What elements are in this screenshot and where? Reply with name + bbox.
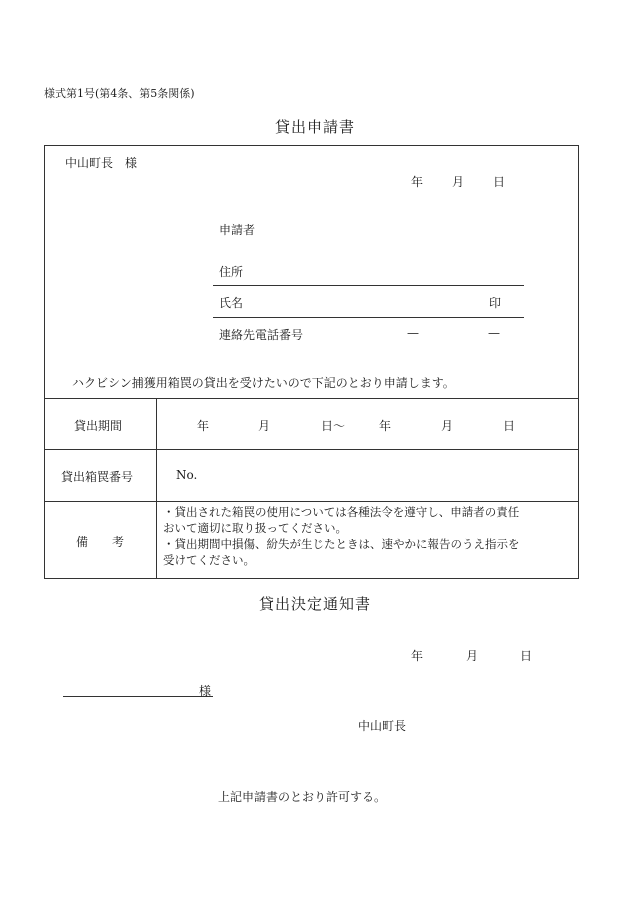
remarks-line: 受けてください。: [163, 553, 255, 567]
period-day-2: 日: [503, 419, 516, 433]
remarks-line: ・貸出された箱罠の使用については各種法令を遵守し、申請者の責任: [163, 505, 520, 519]
remarks-notes: [163, 504, 575, 568]
request-text: ハクビシン捕獲用箱罠の貸出を受けたいので下記のとおり申請します。: [72, 376, 455, 390]
date-day: 日: [493, 175, 506, 189]
table-top-border: [45, 398, 578, 399]
decision-date-year: 年: [411, 649, 424, 663]
approval-text: 上記申請書のとおり許可する。: [218, 790, 387, 804]
decision-date-month: 月: [466, 649, 479, 663]
date-year: 年: [411, 175, 424, 189]
remarks-line: ・貸出期間中損傷、紛失が生じたときは、速やかに報告のうえ指示を: [163, 537, 520, 551]
trap-number-label: 貸出箱罠番号: [61, 470, 134, 484]
period-year-1: 年: [197, 419, 210, 433]
period-month-2: 月: [441, 419, 454, 433]
addressee: 中山町長 様: [65, 156, 138, 170]
applicant-label: 申請者: [219, 223, 256, 237]
name-label: 氏名: [219, 296, 244, 310]
trap-number-value: No.: [176, 468, 198, 482]
label-column-divider: [156, 398, 157, 579]
phone-label: 連絡先電話番号: [219, 328, 304, 342]
application-form-box: [44, 145, 579, 579]
decision-addressee-line: [63, 696, 213, 697]
form-number: 様式第1号(第4条、第5条関係): [44, 87, 195, 100]
phone-dash-1: —: [407, 326, 419, 340]
remarks-line: おいて適切に取り扱ってください。: [163, 521, 347, 535]
application-title: 貸出申請書: [274, 118, 355, 136]
seal-mark: 印: [489, 296, 502, 310]
decision-issuer: 中山町長: [358, 719, 407, 733]
period-year-2: 年: [379, 419, 392, 433]
remarks-label: 備 考: [76, 535, 125, 549]
decision-addressee-suffix: 様: [199, 684, 212, 698]
phone-dash-2: —: [488, 326, 500, 340]
period-label: 貸出期間: [74, 419, 123, 433]
period-day-1: 日〜: [321, 419, 346, 433]
decision-date-day: 日: [520, 649, 533, 663]
period-month-1: 月: [258, 419, 271, 433]
address-label: 住所: [219, 265, 244, 279]
name-underline: [213, 317, 524, 318]
date-month: 月: [452, 175, 465, 189]
row-divider-1: [45, 449, 578, 450]
address-underline: [213, 285, 524, 286]
decision-title: 貸出決定通知書: [258, 595, 371, 613]
row-divider-2: [45, 501, 578, 502]
